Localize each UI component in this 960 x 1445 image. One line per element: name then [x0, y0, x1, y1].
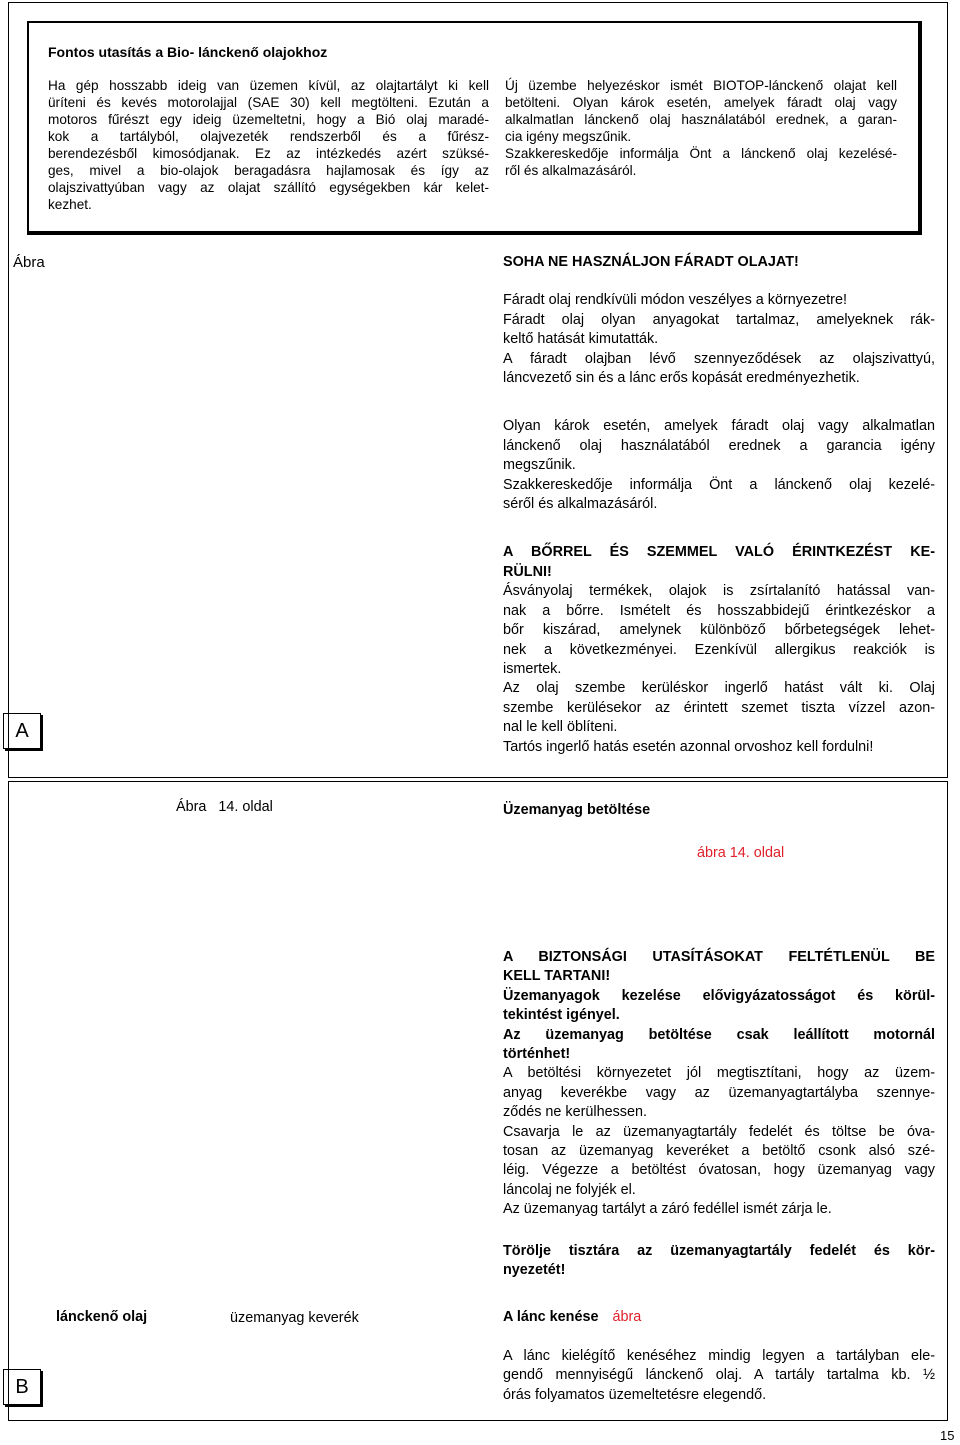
chain-lube-title: A lánc kenése	[503, 1309, 599, 1325]
figure-ref-b: Ábra 14. oldal	[176, 799, 273, 815]
label-box-a: A	[3, 713, 41, 749]
section-a-content	[503, 253, 935, 757]
para-chain-lube: A lánc kielégítő kenéséhez mindig legyen a tartályban ele- gendő mennyiségű lánckenő olaj. A tartály tartalma kb. ½ órás folyamatos üzemeltetésre elegendő.	[503, 1348, 935, 1403]
notice-left-text: Ha gép hosszabb ideig van üzemen kívül, az olajtartályt ki kell üríteni és kevés motorolajjal (SAE 30) kell megtölteni. Ezután a motoros fűrészt egy ideig üzemeltetni, hogy a Bió olaj maradé- kok a tartályból, olajvezeték rendszerből és a fűrész- berendezésből kimosódjanak. Ez az intézkedés azért szüksé- ges, mivel a bio-olajok beragadásra hajlamosak és így az olajszivattyúban vagy az olajat szállító egységekben kár kelet- kezhet.	[48, 78, 489, 212]
label-fuel-mix: üzemanyag keverék	[230, 1310, 359, 1326]
notice-title: Fontos utasítás a Bio- lánckenő olajokhoz	[48, 44, 328, 60]
label-box-b: B	[3, 1369, 41, 1405]
wipe-clean-note: Törölje tisztára az üzemanyagtartály fedelét és kör- nyezetét!	[503, 1242, 935, 1279]
heading-fuel-filling: Üzemanyag betöltése	[503, 802, 651, 818]
notice-right-text: Új üzembe helyezéskor ismét BIOTOP-lánckenő olajat kell betölteni. Olyan károk esetén, amelyek fáradt olaj vagy alkalmatlan lánckenő olaj használatából erednek, a garan- cia igény megszűnik. Szakkereskedője informálja Önt a lánckenő olaj kezelésé- ről és alkalmazásáról.	[505, 78, 897, 178]
chain-lube-ref: ábra	[612, 1309, 642, 1325]
label-chain-oil: lánckenő olaj	[56, 1309, 148, 1325]
para-used-oil: Fáradt olaj rendkívüli módon veszélyes a környezetre! Fáradt olaj olyan anyagokat tartalmaz, amelyeknek rák- keltő hatását kimutatták. A fáradt olajban lévő szennyeződések az olajszivattyú, láncvezető sin és a lánc erős kopását eredményezhetik.	[503, 292, 935, 387]
para-warranty: Olyan károk esetén, amelyek fáradt olaj vagy alkalmatlan lánckenő olaj használatából erednek a garancia igény megszűnik. Szakkereskedője informálja Önt a lánckenő olaj kezelé- séről és alkalmazásáról.	[503, 418, 935, 513]
heading-skin-eye: A BŐRREL ÉS SZEMMEL VALÓ ÉRINTKEZÉST KE- RÜLNI!	[503, 544, 935, 580]
red-figure-ref: ábra 14. oldal	[697, 845, 785, 861]
figure-label: Ábra	[13, 254, 45, 271]
chain-lube-heading	[503, 1308, 641, 1327]
safety-warning: A BIZTONSÁGI UTASÍTÁSOKAT FELTÉTLENÜL BE KELL TARTANI! Üzemanyagok kezelése elővigyázatosságot és körül- tekintést igényel. Az üzemanyag betöltése csak leállított motornál történhet!	[503, 949, 935, 1063]
para-skin-eye: Ásványolaj termékek, olajok is zsírtalanító hatással van- nak a bőrre. Ismételt és hosszabbidejű érintkezéskor a bőr kiszárad, amelynek különböző bőrbetegségek lehet- nek a következményei. Ezenkívül allergikus reakciók is ismertek. Az olaj szembe kerüléskor ingerlő hatást vált ki. Olaj szembe kerülésekor az érintett szemet tiszta vízzel azon- nal le kell öblíteni. Tartós ingerlő hatás esetén azonnal orvoshoz kell fordulni!	[503, 583, 935, 755]
para-fuel-instructions: A betöltési környezetet jól megtisztítani, hogy az üzem- anyag keverékbe vagy az üzemanyagtartályba szennye- ződés ne kerülhessen. Csavarja le az üzemanyagtartály fedelét és töltse be óva- tosan az üzemanyag keveréket a betöltő csonk alsó szé- léig. Végezze a betöltést óvatosan, hogy üzemanyag vagy láncolaj ne folyjék el. Az üzemanyag tartályt a záró fedéllel ismét zárja le.	[503, 1065, 935, 1218]
page-number: 15	[940, 1428, 955, 1443]
heading-no-used-oil: SOHA NE HASZNÁLJON FÁRADT OLAJAT!	[503, 254, 799, 270]
section-b-content	[503, 948, 935, 1281]
